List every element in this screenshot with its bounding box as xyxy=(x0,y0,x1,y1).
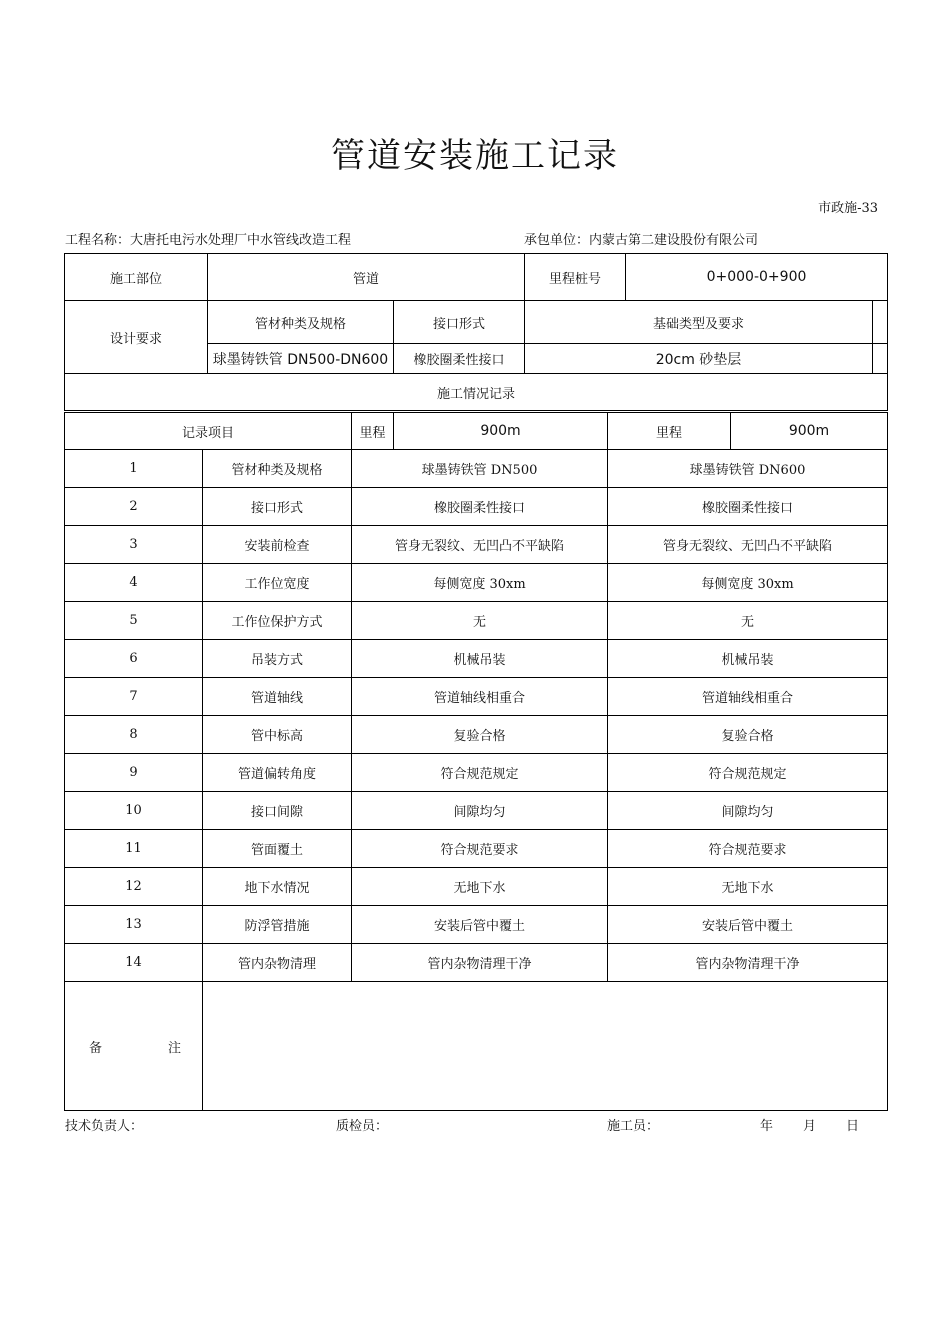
record-value-dn500: 球墨铸铁管 DN500 xyxy=(352,450,608,488)
joint-type-header: 接口形式 xyxy=(394,301,525,344)
record-row xyxy=(65,792,888,830)
record-item: 接口形式 xyxy=(203,488,352,526)
record-value-dn500: 符合规范要求 xyxy=(352,830,608,868)
record-number: 8 xyxy=(65,716,203,754)
record-row xyxy=(65,640,888,678)
record-item: 吊装方式 xyxy=(203,640,352,678)
record-value-dn600: 橡胶圈柔性接口 xyxy=(608,488,888,526)
mileage-value-1: 900m xyxy=(394,413,608,450)
record-row xyxy=(65,830,888,868)
spare-cell xyxy=(873,344,888,374)
mileage-value-2: 900m xyxy=(731,413,888,450)
record-value-dn600: 安装后管中覆土 xyxy=(608,906,888,944)
remarks-char-2: 注 xyxy=(168,1040,182,1056)
record-item-label: 记录项目 xyxy=(65,413,352,450)
worker-signature: 施工员： xyxy=(607,1119,660,1134)
record-number: 5 xyxy=(65,602,203,640)
record-item: 管中标高 xyxy=(203,716,352,754)
record-value-dn500: 复验合格 xyxy=(352,716,608,754)
record-value-dn600: 球墨铸铁管 DN600 xyxy=(608,450,888,488)
day-label: 日 xyxy=(846,1119,860,1134)
record-value-dn600: 管道轴线相重合 xyxy=(608,678,888,716)
record-number: 9 xyxy=(65,754,203,792)
record-row xyxy=(65,602,888,640)
foundation-type-value: 20cm 砂垫层 xyxy=(525,344,873,374)
section-title: 施工情况记录 xyxy=(65,374,888,411)
record-row xyxy=(65,526,888,564)
construction-records-table xyxy=(64,412,888,1111)
record-number: 1 xyxy=(65,450,203,488)
record-row xyxy=(65,488,888,526)
record-value-dn600: 符合规范要求 xyxy=(608,830,888,868)
record-value-dn600: 复验合格 xyxy=(608,716,888,754)
year-label: 年 xyxy=(760,1119,774,1134)
record-item: 防浮管措施 xyxy=(203,906,352,944)
record-value-dn500: 机械吊装 xyxy=(352,640,608,678)
record-value-dn500: 无 xyxy=(352,602,608,640)
record-value-dn500: 管内杂物清理干净 xyxy=(352,944,608,982)
inspector-signature: 质检员： xyxy=(336,1119,389,1134)
project-name: 工程名称：大唐托电污水处理厂中水管线改造工程 xyxy=(65,233,352,248)
record-row xyxy=(65,678,888,716)
record-row xyxy=(65,754,888,792)
record-value-dn500: 管道轴线相重合 xyxy=(352,678,608,716)
record-value-dn600: 每侧宽度 30xm xyxy=(608,564,888,602)
form-code: 市政施-33 xyxy=(818,201,878,216)
pipe-material-value: 球墨铸铁管 DN500-DN600 xyxy=(208,344,394,374)
records-header-row xyxy=(65,413,888,450)
record-item: 工作位宽度 xyxy=(203,564,352,602)
mileage-label-1: 里程 xyxy=(352,413,394,450)
mileage-label-2: 里程 xyxy=(608,413,731,450)
record-value-dn600: 符合规范规定 xyxy=(608,754,888,792)
record-number: 3 xyxy=(65,526,203,564)
pipe-material-header: 管材种类及规格 xyxy=(208,301,394,344)
record-value-dn600: 机械吊装 xyxy=(608,640,888,678)
record-row xyxy=(65,564,888,602)
remarks-label xyxy=(65,982,203,1111)
record-value-dn500: 无地下水 xyxy=(352,868,608,906)
month-label: 月 xyxy=(803,1119,817,1134)
spare-cell xyxy=(873,301,888,344)
record-number: 2 xyxy=(65,488,203,526)
record-value-dn500: 橡胶圈柔性接口 xyxy=(352,488,608,526)
document-title: 管道安装施工记录 xyxy=(331,136,619,176)
record-value-dn500: 符合规范规定 xyxy=(352,754,608,792)
record-number: 12 xyxy=(65,868,203,906)
record-item: 管材种类及规格 xyxy=(203,450,352,488)
record-row xyxy=(65,868,888,906)
tech-lead-signature: 技术负责人： xyxy=(65,1119,144,1134)
record-value-dn500: 安装后管中覆土 xyxy=(352,906,608,944)
foundation-type-header: 基础类型及要求 xyxy=(525,301,873,344)
joint-type-value: 橡胶圈柔性接口 xyxy=(394,344,525,374)
record-number: 10 xyxy=(65,792,203,830)
record-number: 11 xyxy=(65,830,203,868)
record-value-dn500: 间隙均匀 xyxy=(352,792,608,830)
mileage-stake-label: 里程桩号 xyxy=(525,254,626,301)
record-value-dn600: 无 xyxy=(608,602,888,640)
record-value-dn600: 无地下水 xyxy=(608,868,888,906)
design-requirements-label: 设计要求 xyxy=(65,301,208,374)
record-value-dn500: 管身无裂纹、无凹凸不平缺陷 xyxy=(352,526,608,564)
record-number: 6 xyxy=(65,640,203,678)
record-number: 4 xyxy=(65,564,203,602)
record-row xyxy=(65,716,888,754)
record-number: 14 xyxy=(65,944,203,982)
construction-part-value: 管道 xyxy=(208,254,525,301)
mileage-stake-value: 0+000-0+900 xyxy=(626,254,888,301)
record-number: 13 xyxy=(65,906,203,944)
record-value-dn600: 管身无裂纹、无凹凸不平缺陷 xyxy=(608,526,888,564)
record-item: 工作位保护方式 xyxy=(203,602,352,640)
signature-date xyxy=(760,1115,889,1134)
contractor-name: 承包单位：内蒙古第二建设股份有限公司 xyxy=(524,233,759,248)
remarks-char-1: 备 xyxy=(89,1040,103,1056)
construction-part-label: 施工部位 xyxy=(65,254,208,301)
record-item: 接口间隙 xyxy=(203,792,352,830)
remarks-content xyxy=(203,982,888,1111)
record-item: 管道轴线 xyxy=(203,678,352,716)
design-requirements-table xyxy=(64,253,888,411)
record-value-dn600: 管内杂物清理干净 xyxy=(608,944,888,982)
remarks-row xyxy=(65,982,888,1111)
record-item: 管面覆土 xyxy=(203,830,352,868)
record-row xyxy=(65,944,888,982)
record-item: 管内杂物清理 xyxy=(203,944,352,982)
record-row xyxy=(65,450,888,488)
record-item: 管道偏转角度 xyxy=(203,754,352,792)
record-item: 地下水情况 xyxy=(203,868,352,906)
record-value-dn500: 每侧宽度 30xm xyxy=(352,564,608,602)
record-row xyxy=(65,906,888,944)
record-value-dn600: 间隙均匀 xyxy=(608,792,888,830)
record-item: 安装前检查 xyxy=(203,526,352,564)
record-number: 7 xyxy=(65,678,203,716)
